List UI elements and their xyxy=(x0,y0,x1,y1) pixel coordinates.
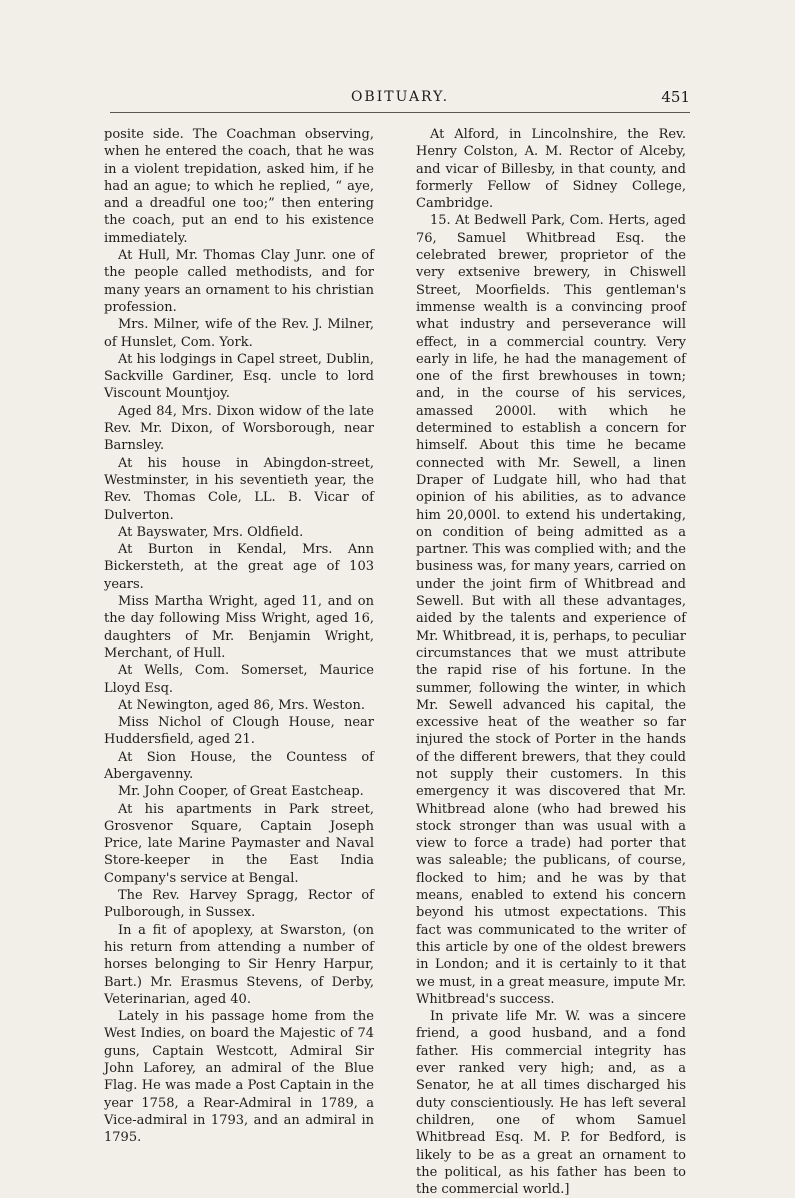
obituary-entry: posite side. The Coachman observing, when he entered the coach, that he was in a violent trepidation, asked him, if he had an ague; to which he replied, “ aye, and a dreadful one too;” then entering the coach, put an end to his existence immediately. xyxy=(104,127,374,246)
obituary-entry: Miss Martha Wright, aged 11, and on the day following Miss Wright, aged 16, daughters of Mr. Benjamin Wright, Merchant, of Hull. xyxy=(104,594,374,661)
left-column xyxy=(104,126,374,1147)
obituary-entry: At Bayswater, Mrs. Oldfield. xyxy=(118,524,304,540)
obituary-entry: At his apartments in Park street, Grosvenor Square, Captain Joseph Price, late Marine Paymaster and Naval Store-keeper in the East India Company's service at Bengal. xyxy=(104,801,374,886)
page-header xyxy=(110,88,690,113)
obituary-entry-whitbread-private-life: In private life Mr. W. was a sincere friend, a good husband, and a fond father. His commercial integrity has ever ranked very high; and, as a Senator, he at all times discharged his duty conscientiously. He has left several children, one of whom Samuel Whitbread Esq. M. P. for Bedford, is likely to be as a great an ornament to the political, as his father has been to the commercial world.] xyxy=(416,1009,686,1198)
obituary-entry: At Burton in Kendal, Mrs. Ann Bickersteth, at the great age of 103 years. xyxy=(104,542,374,592)
obituary-entry: Mr. John Cooper, of Great Eastcheap. xyxy=(118,784,364,800)
right-column xyxy=(416,126,686,1198)
page-number: 451 xyxy=(661,88,690,106)
obituary-entry: At Sion House, the Countess of Abergavenny. xyxy=(104,749,374,782)
obituary-entry: At his house in Abingdon-street, Westminster, in his seventieth year, the Rev. Thomas Cole, LL. B. Vicar of Dulverton. xyxy=(104,455,374,523)
obituary-entry: Aged 84, Mrs. Dixon widow of the late Rev. Mr. Dixon, of Worsborough, near Barnsley. xyxy=(104,403,374,454)
obituary-entry: The Rev. Harvey Spragg, Rector of Pulborough, in Sussex. xyxy=(104,888,374,921)
obituary-entry: At Alford, in Lincolnshire, the Rev. Henry Colston, A. M. Rector of Alceby, and vicar of Billesby, in that county, and formerly Fellow of Sidney College, Cambridge. xyxy=(416,127,686,212)
obituary-entry: At Hull, Mr. Thomas Clay Junr. one of the people called methodists, and for many years an ornament to his christian profession. xyxy=(104,248,374,315)
obituary-entry-whitbread: 15. At Bedwell Park, Com. Herts, aged 76, Samuel Whitbread Esq. the celebrated brewer, proprietor of the very extsenive brewery, in Chiswell Street, Moorfields. This gentleman's immense wealth is a convincing proof what industry and perseverance will effect, in a commercial country. Very early in life, he had the management of one of the first brewhouses in town; and, in the course of his services, amassed 2000l. with which he determined to establish a concern for himself. About this time he became connected with Mr. Sewell, a linen Draper of Ludgate hill, who had that opinion of his abilities, as to advance him 20,000l. to extend his undertaking, on condition of being admitted as a partner. This was complied with; and the business was, for many years, carried on under the joint firm of Whitbread and Sewell. But with all these advantages, aided by the talents and experience of Mr. Whitbread, it is, perhaps, to peculiar circumstances that we must attribute the rapid rise of his fortune. In the summer, following the winter, in which Mr. Sewell advanced his capital, the excessive heat of the weather so far injured the stock of Porter in the hands of the different brewers, that they could not supply their customers. In this emergency it was discovered that Mr. Whitbread alone (who had brewed his stock stronger than was usual with a view to force a trade) had porter that was saleable; the publicans, of course, flocked to him; and he was by that means, enabled to extend his concern beyond his utmost expectations. This fact was communicated to the writer of this article by one of the oldest brewers in London; and it is certainly to it that we must, in a great measure, impute Mr. Whitbread's success. xyxy=(416,213,686,1007)
obituary-entry: Lately in his passage home from the West Indies, on board the Majestic of 74 guns, Captain Westcott, Admiral Sir John Laforey, an admiral of the Blue Flag. He was made a Post Captain in the year 1758, a Rear-Admiral in 1789, a Vice-admiral in 1793, and an admiral in 1795. xyxy=(104,1009,374,1146)
obituary-entry: At Wells, Com. Somerset, Maurice Lloyd Esq. xyxy=(104,663,374,696)
running-title: OBITUARY. xyxy=(350,89,450,105)
obituary-entry: At his lodgings in Capel street, Dublin, Sackville Gardiner, Esq. uncle to lord Viscount Mountjoy. xyxy=(104,351,374,402)
obituary-entry: Mrs. Milner, wife of the Rev. J. Milner, of Hunslet, Com. York. xyxy=(104,317,374,350)
obituary-entry: In a fit of apoplexy, at Swarston, (on his return from attending a number of horses belonging to Sir Henry Harpur, Bart.) Mr. Erasmus Stevens, of Derby, Veterinarian, aged 40. xyxy=(104,922,374,1007)
obituary-entry: At Newington, aged 86, Mrs. Weston. xyxy=(118,697,365,713)
obituary-entry: Miss Nichol of Clough House, near Huddersfield, aged 21. xyxy=(104,715,374,748)
